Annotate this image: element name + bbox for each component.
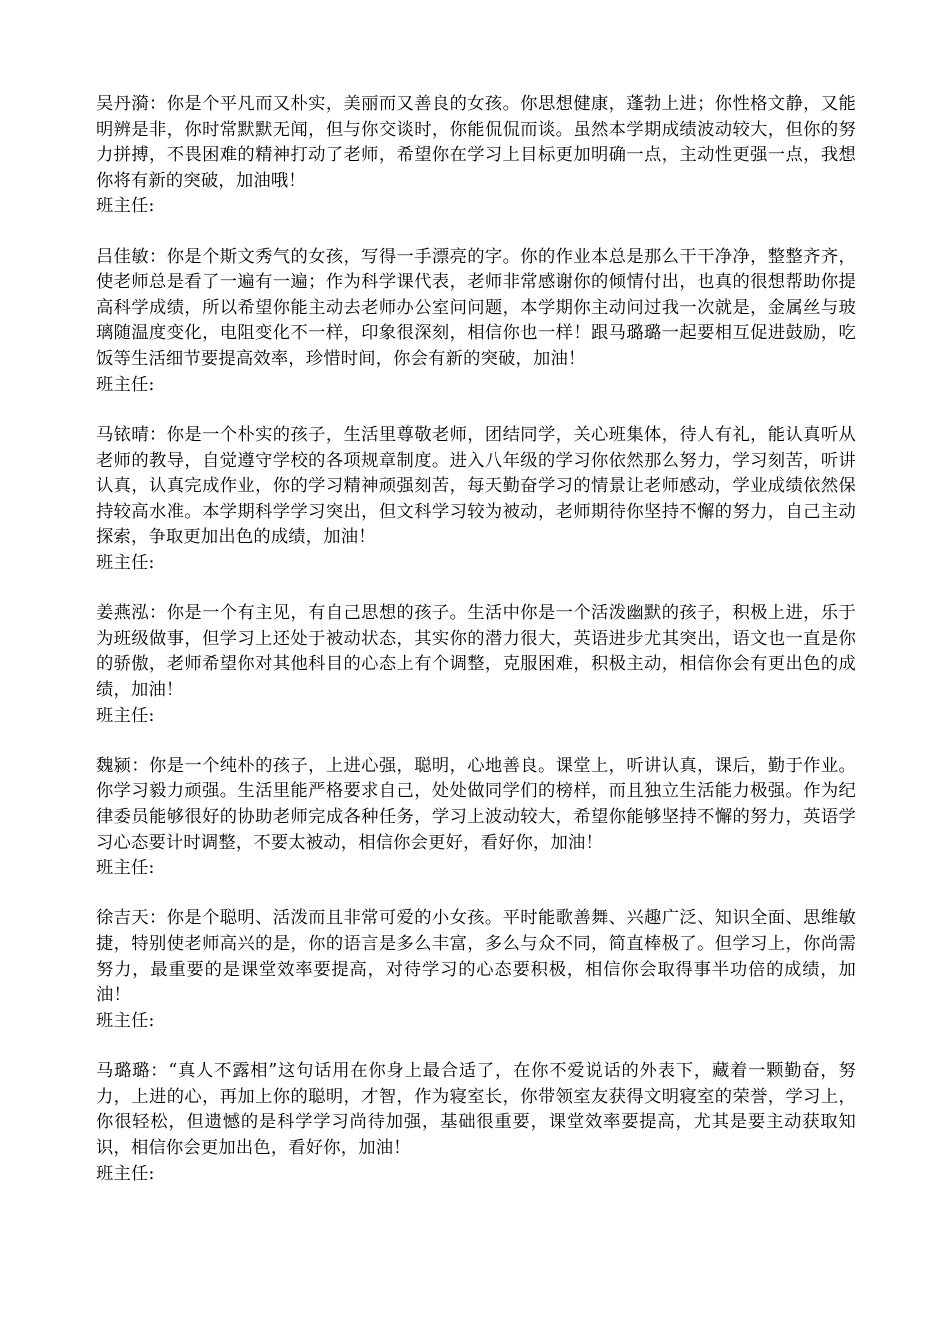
head-teacher-label: 班主任:	[96, 374, 155, 395]
document-page	[96, 92, 856, 1212]
head-teacher-label: 班主任:	[96, 705, 155, 726]
comment-text: 魏颍：你是一个纯朴的孩子，上进心强，聪明，心地善良。课堂上，听讲认真，课后，勤于作业。你学习毅力顽强。生活里能严格要求自己，处处做同学们的榜样，而且独立生活能力极强。作为纪律委员能够很好的协助老师完成各种任务，学习上波动较大，希望你能够坚持不懈的努力，英语学习心态要计时调整，不要太被动，相信你会更好，看好你，加油！	[96, 755, 856, 853]
comment-entry-lv-jiamin	[96, 245, 856, 399]
comment-entry-jiang-yanhong	[96, 601, 856, 729]
comment-entry-xu-jitian	[96, 906, 856, 1034]
comment-entry-ma-yiqing	[96, 423, 856, 577]
comment-entry-wu-danyi	[96, 92, 856, 220]
comment-text: 徐吉天：你是个聪明、活泼而且非常可爱的小女孩。平时能歌善舞、兴趣广泛、知识全面、思维敏捷，特别使老师高兴的是，你的语言是多么丰富，多么与众不同，简直棒极了。但学习上，你尚需努力，最重要的是课堂效率要提高，对待学习的心态要积极，相信你会取得事半功倍的成绩，加油！	[96, 908, 856, 1006]
comment-text: 吴丹漪：你是个平凡而又朴实，美丽而又善良的女孩。你思想健康，蓬勃上进；你性格文静，又能明辨是非，你时常默默无闻，但与你交谈时，你能侃侃而谈。虽然本学期成绩波动较大，但你的努力拼搏，不畏困难的精神打动了老师，希望你在学习上目标更加明确一点，主动性更强一点，我想你将有新的突破，加油哦！	[96, 94, 856, 191]
comment-entry-ma-lulu	[96, 1059, 856, 1187]
head-teacher-label: 班主任:	[96, 858, 155, 879]
head-teacher-label: 班主任:	[96, 1163, 155, 1184]
comment-text: 马璐璐：“真人不露相”这句话用在你身上最合适了，在你不爱说话的外表下，藏着一颗勤奋，努力，上进的心，再加上你的聪明，才智，作为寝室长，你带领室友获得文明寝室的荣誉，学习上，你很轻松，但遗憾的是科学学习尚待加强，基础很重要，课堂效率要提高，尤其是要主动获取知识，相信你会更加出色，看好你，加油！	[96, 1061, 856, 1158]
comment-text: 姜燕泓：你是一个有主见，有自己思想的孩子。生活中你是一个活泼幽默的孩子，积极上进，乐于为班级做事，但学习上还处于被动状态，其实你的潜力很大，英语进步尤其突出，语文也一直是你的骄傲，老师希望你对其他科目的心态上有个调整，克服困难，积极主动，相信你会有更出色的成绩，加油！	[96, 603, 856, 700]
head-teacher-label: 班主任:	[96, 1010, 155, 1031]
head-teacher-label: 班主任:	[96, 196, 155, 217]
comment-text: 马铱晴：你是一个朴实的孩子，生活里尊敬老师，团结同学，关心班集体，待人有礼，能认真听从老师的教导，自觉遵守学校的各项规章制度。进入八年级的学习你依然那么努力，学习刻苦，听讲认真，认真完成作业，你的学习精神顽强刻苦，每天勤奋学习的情景让老师感动，学业成绩依然保持较高水准。本学期科学学习突出，但文科学习较为被动，老师期待你坚持不懈的努力，自己主动探索，争取更加出色的成绩，加油！	[96, 424, 856, 548]
comment-text: 吕佳敏：你是个斯文秀气的女孩，写得一手漂亮的字。你的作业本总是那么干干净净，整整齐齐，使老师总是看了一遍有一遍；作为科学课代表，老师非常感谢你的倾情付出，也真的很想帮助你提高科学成绩，所以希望你能主动去老师办公室问问题，本学期你主动问过我一次就是，金属丝与玻璃随温度变化，电阻变化不一样，印象很深刻，相信你也一样！跟马璐璐一起要相互促进鼓励，吃饭等生活细节要提高效率，珍惜时间，你会有新的突破，加油！	[96, 246, 856, 370]
head-teacher-label: 班主任:	[96, 552, 155, 573]
comment-entry-wei-ying	[96, 754, 856, 882]
